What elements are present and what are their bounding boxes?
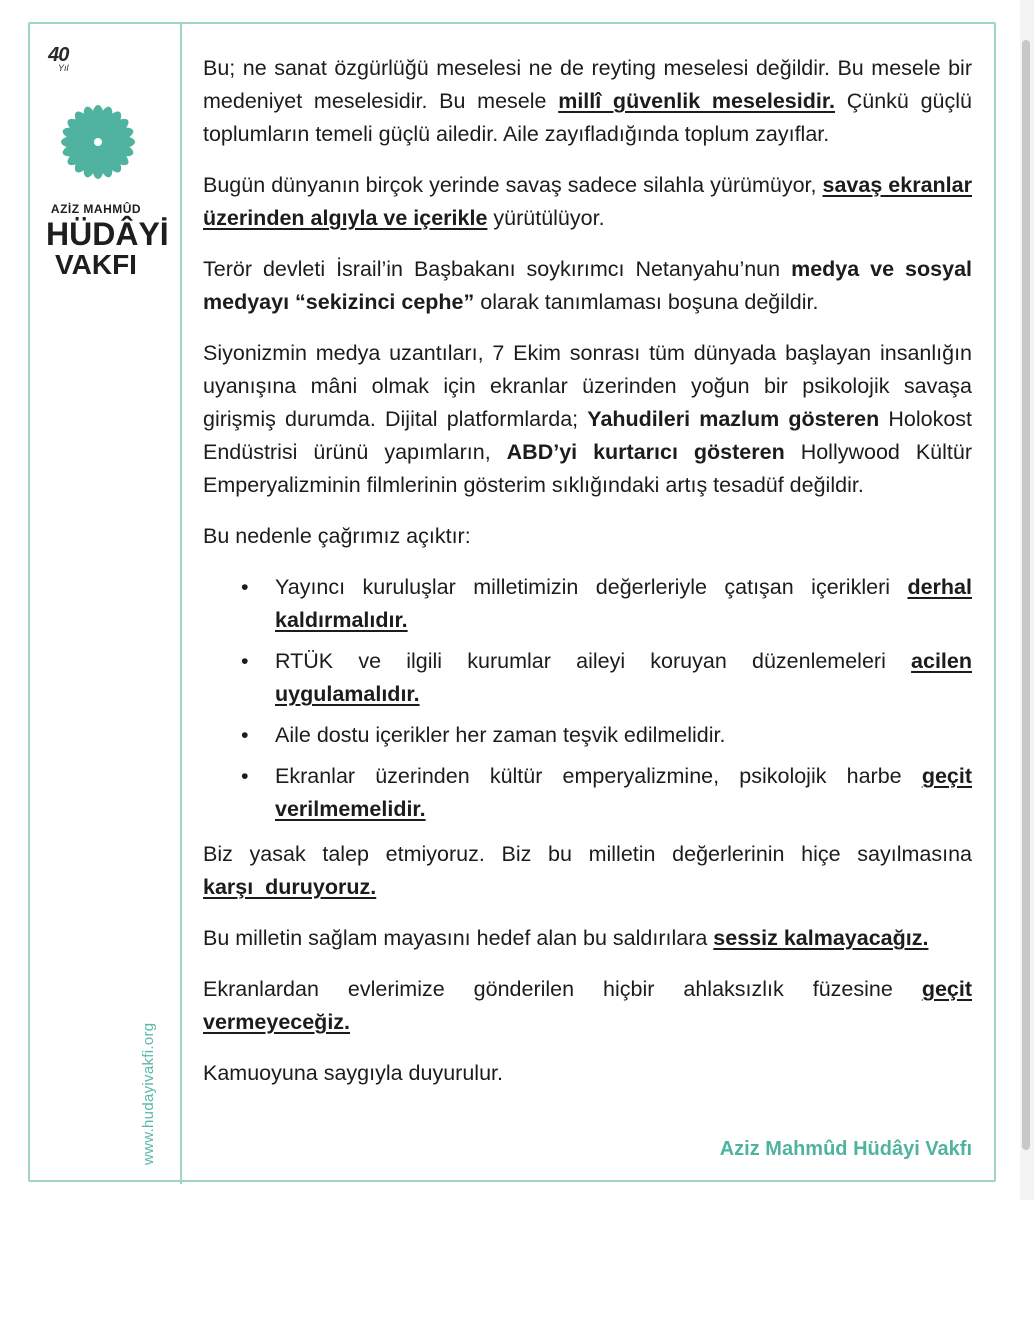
emphasis: sessiz kalmayacağız.	[713, 926, 929, 950]
logo-wordmark	[46, 202, 169, 280]
emphasis: ABD’yi kurtarıcı gösteren	[506, 440, 785, 464]
bullet-icon: •	[241, 764, 249, 788]
emphasis: karşı duruyoruz.	[203, 875, 377, 899]
emphasis: medya ve sosyal medyayı “sekizinci cephe”	[203, 257, 972, 314]
paragraph-1: Bu; ne sanat özgürlüğü meselesi ne de reyting meselesi değildir. Bu mesele bir medeniyet meselesidir. Bu mesele millî güvenlik meselesidir. Çünkü güçlü toplumların temeli güçlü ailedir. Aile zayıfladığında toplum zayıflar.	[203, 56, 972, 146]
paragraph-3: Terör devleti İsrail’in Başbakanı soykırımcı Netanyahu’nun medya ve sosyal medyayı “sekizinci cephe” olarak tanımlaması boşuna değildir.	[203, 257, 972, 314]
anniversary-badge	[48, 44, 69, 73]
emphasis: geçit vermeyeceğiz.	[203, 977, 972, 1034]
anniversary-word: Yıl	[58, 63, 69, 73]
flower-emblem-icon	[60, 84, 136, 194]
emphasis: Yahudileri mazlum gösteren	[587, 407, 880, 431]
list-item: • Aile dostu içerikler her zaman teşvik edilmelidir.	[203, 719, 972, 752]
emphasis: savaş ekranlar üzerinden algıyla ve içerikle	[203, 173, 972, 230]
list-item: • RTÜK ve ilgili kurumlar aileyi koruyan düzenlemeleri acilen uygulamalıdır.	[203, 645, 972, 711]
bullet-icon: •	[241, 649, 249, 673]
flower-center	[94, 138, 102, 146]
logo-line-2: HÜDÂYİ	[46, 216, 169, 252]
sidebar-divider	[180, 24, 182, 1184]
anniversary-number: 40	[48, 44, 69, 66]
signature: Aziz Mahmûd Hüdâyi Vakfı	[719, 1138, 972, 1160]
emphasis: millî güvenlik meselesidir.	[558, 89, 835, 113]
emphasis: acilen uygulamalıdır.	[275, 649, 972, 706]
list-item: • Ekranlar üzerinden kültür emperyalizmine, psikolojik harbe geçit verilmemelidir.	[203, 760, 972, 826]
logo-line-3: VAKFI	[55, 249, 137, 280]
paragraph-4: Siyonizmin medya uzantıları, 7 Ekim sonrası tüm dünyada başlayan insanlığın uyanışına mâni olmak için ekranlar üzerinden yoğun bir psikolojik savaşa girişmiş durumda. Dijital platformlarda; Yahudileri mazlum gösteren Holokost Endüstrisi ürünü yapımların, ABD’yi kurtarıcı gösteren Hollywood Kültür Emperyalizminin filmlerinin gösterim sıklığındaki artış tesadüf değildir.	[203, 341, 973, 497]
website-url-text[interactable]: www.hudayivakfi.org	[140, 1022, 157, 1165]
scrollbar-thumb[interactable]	[1022, 40, 1030, 1150]
logo-line-1: AZİZ MAHMÛD	[50, 202, 142, 216]
statement-body	[203, 52, 972, 1108]
paragraph-7: Bu milletin sağlam mayasını hedef alan bu saldırılara sessiz kalmayacağız.	[203, 926, 929, 950]
bullet-icon: •	[241, 575, 249, 599]
paragraph-5: Bu nedenle çağrımız açıktır:	[203, 524, 471, 548]
website-url[interactable]	[140, 1022, 160, 1335]
scrollbar[interactable]	[1020, 0, 1034, 1200]
paragraph-9: Kamuoyuna saygıyla duyurulur.	[203, 1061, 503, 1085]
bullet-icon: •	[241, 723, 249, 747]
emphasis: derhal kaldırmalıdır.	[275, 575, 972, 632]
paragraph-2: Bugün dünyanın birçok yerinde savaş sadece silahla yürümüyor, savaş ekranlar üzerinden algıyla ve içerikle yürütülüyor.	[203, 173, 972, 230]
emphasis: geçit verilmemelidir.	[275, 764, 972, 821]
demands-list	[203, 571, 972, 826]
list-item: • Yayıncı kuruluşlar milletimizin değerleriyle çatışan içerikleri derhal kaldırmalıdır.	[203, 571, 972, 637]
paragraph-8: Ekranlardan evlerimize gönderilen hiçbir ahlaksızlık füzesine geçit vermeyeceğiz.	[203, 977, 972, 1034]
paragraph-6: Biz yasak talep etmiyoruz. Biz bu milletin değerlerinin hiçe sayılmasına karşı duruyoruz.	[203, 842, 972, 899]
